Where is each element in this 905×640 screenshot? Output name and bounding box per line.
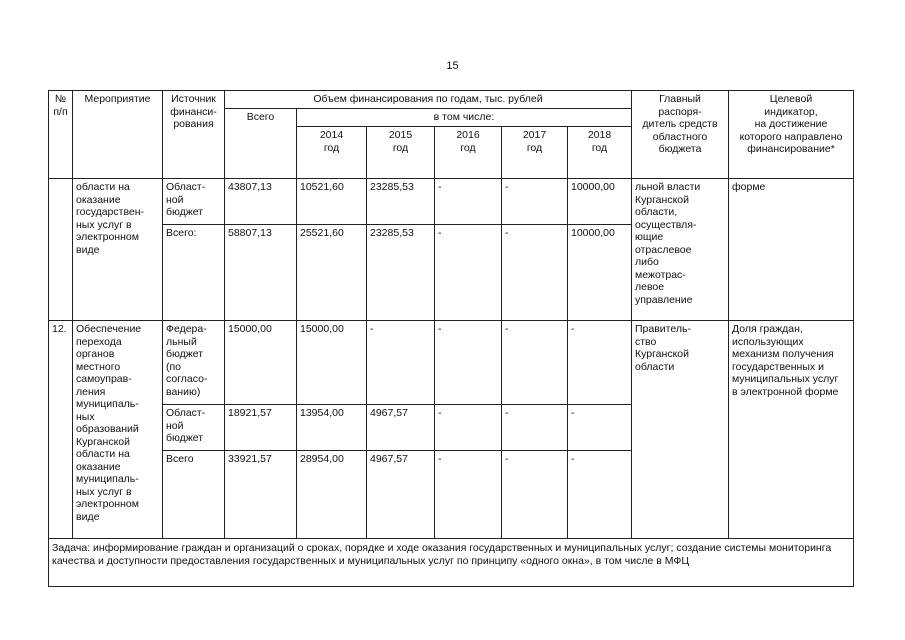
row11-2017: - [502,179,568,225]
row12-sum-source: Всего [163,451,225,539]
row12-reg-2017: - [502,405,568,451]
row11-source: Област- ной бюджет [163,179,225,225]
row11-2015: 23285,53 [367,179,435,225]
row12-fed-2014: 15000,00 [297,321,367,405]
row12-fed-2018: - [568,321,632,405]
row11-total-2017: - [502,225,568,321]
header-num: № п/п [49,91,73,179]
row11-manager: льной власти Курганской области, осуществля- ющие отраслевое либо межотрас- левое управление [632,179,729,321]
header-year-2017: 2017 год [502,127,568,179]
row11-total-2016: - [435,225,502,321]
row12-reg-2014: 13954,00 [297,405,367,451]
row11-2018: 10000,00 [568,179,632,225]
row11-total-2015: 23285,53 [367,225,435,321]
row11-2014: 10521,60 [297,179,367,225]
header-measure: Мероприятие [73,91,163,179]
row12-fed-source: Федера- льный бюджет (по согласо- ванию) [163,321,225,405]
page-number: 15 [446,60,459,72]
row12-fed-2016: - [435,321,502,405]
row12-sum-2014: 28954,00 [297,451,367,539]
row11-total-source: Всего: [163,225,225,321]
row11-measure: области на оказание государствен- ных услуг в электронном виде [73,179,163,321]
header-indicator: Целевой индикатор, на достижение которого направлено финансирование* [729,91,854,179]
row12-reg-total: 18921,57 [225,405,297,451]
row11-indicator: форме [729,179,854,321]
row12-sum-2018: - [568,451,632,539]
row12-reg-2018: - [568,405,632,451]
header-manager: Главный распоря- дитель средств областного бюджета [632,91,729,179]
row11-2016: - [435,179,502,225]
row12-fed-total: 15000,00 [225,321,297,405]
row11-total: 43807,13 [225,179,297,225]
row12-reg-2016: - [435,405,502,451]
header-year-2015: 2015 год [367,127,435,179]
row11-total-2018: 10000,00 [568,225,632,321]
row11-total-2014: 25521,60 [297,225,367,321]
header-year-2016: 2016 год [435,127,502,179]
header-volume: Объем финансирования по годам, тыс. рублей [225,91,632,109]
header-including: в том числе: [297,109,632,127]
row12-sum-2016: - [435,451,502,539]
financing-table [48,90,854,587]
row12-reg-source: Област- ной бюджет [163,405,225,451]
row12-sum-2017: - [502,451,568,539]
row12-sum-total: 33921,57 [225,451,297,539]
header-year-2014: 2014 год [297,127,367,179]
row12-manager: Правитель- ство Курганской области [632,321,729,539]
header-year-2018: 2018 год [568,127,632,179]
row11-total-total: 58807,13 [225,225,297,321]
header-total: Всего [225,109,297,179]
task-text: Задача: информирование граждан и организаций о сроках, порядке и ходе оказания государственных и муниципальных услуг; создание системы мониторинга качества и доступности предоставления государственных и муниципальных услуг по принципу «одного окна», в том числе в МФЦ [49,539,854,587]
row12-sum-2015: 4967,57 [367,451,435,539]
row12-indicator: Доля граждан, использующих механизм получения государственных и муниципальных услуг в электронной форме [729,321,854,539]
row12-fed-2017: - [502,321,568,405]
header-source: Источник финанси- рования [163,91,225,179]
row11-num [49,179,73,321]
row12-fed-2015: - [367,321,435,405]
row12-measure: Обеспечение перехода органов местного самоуправ- ления муниципаль- ных образований Курганской области на оказание муниципаль- ных услуг в электронном виде [73,321,163,539]
row12-num: 12. [49,321,73,539]
row12-reg-2015: 4967,57 [367,405,435,451]
